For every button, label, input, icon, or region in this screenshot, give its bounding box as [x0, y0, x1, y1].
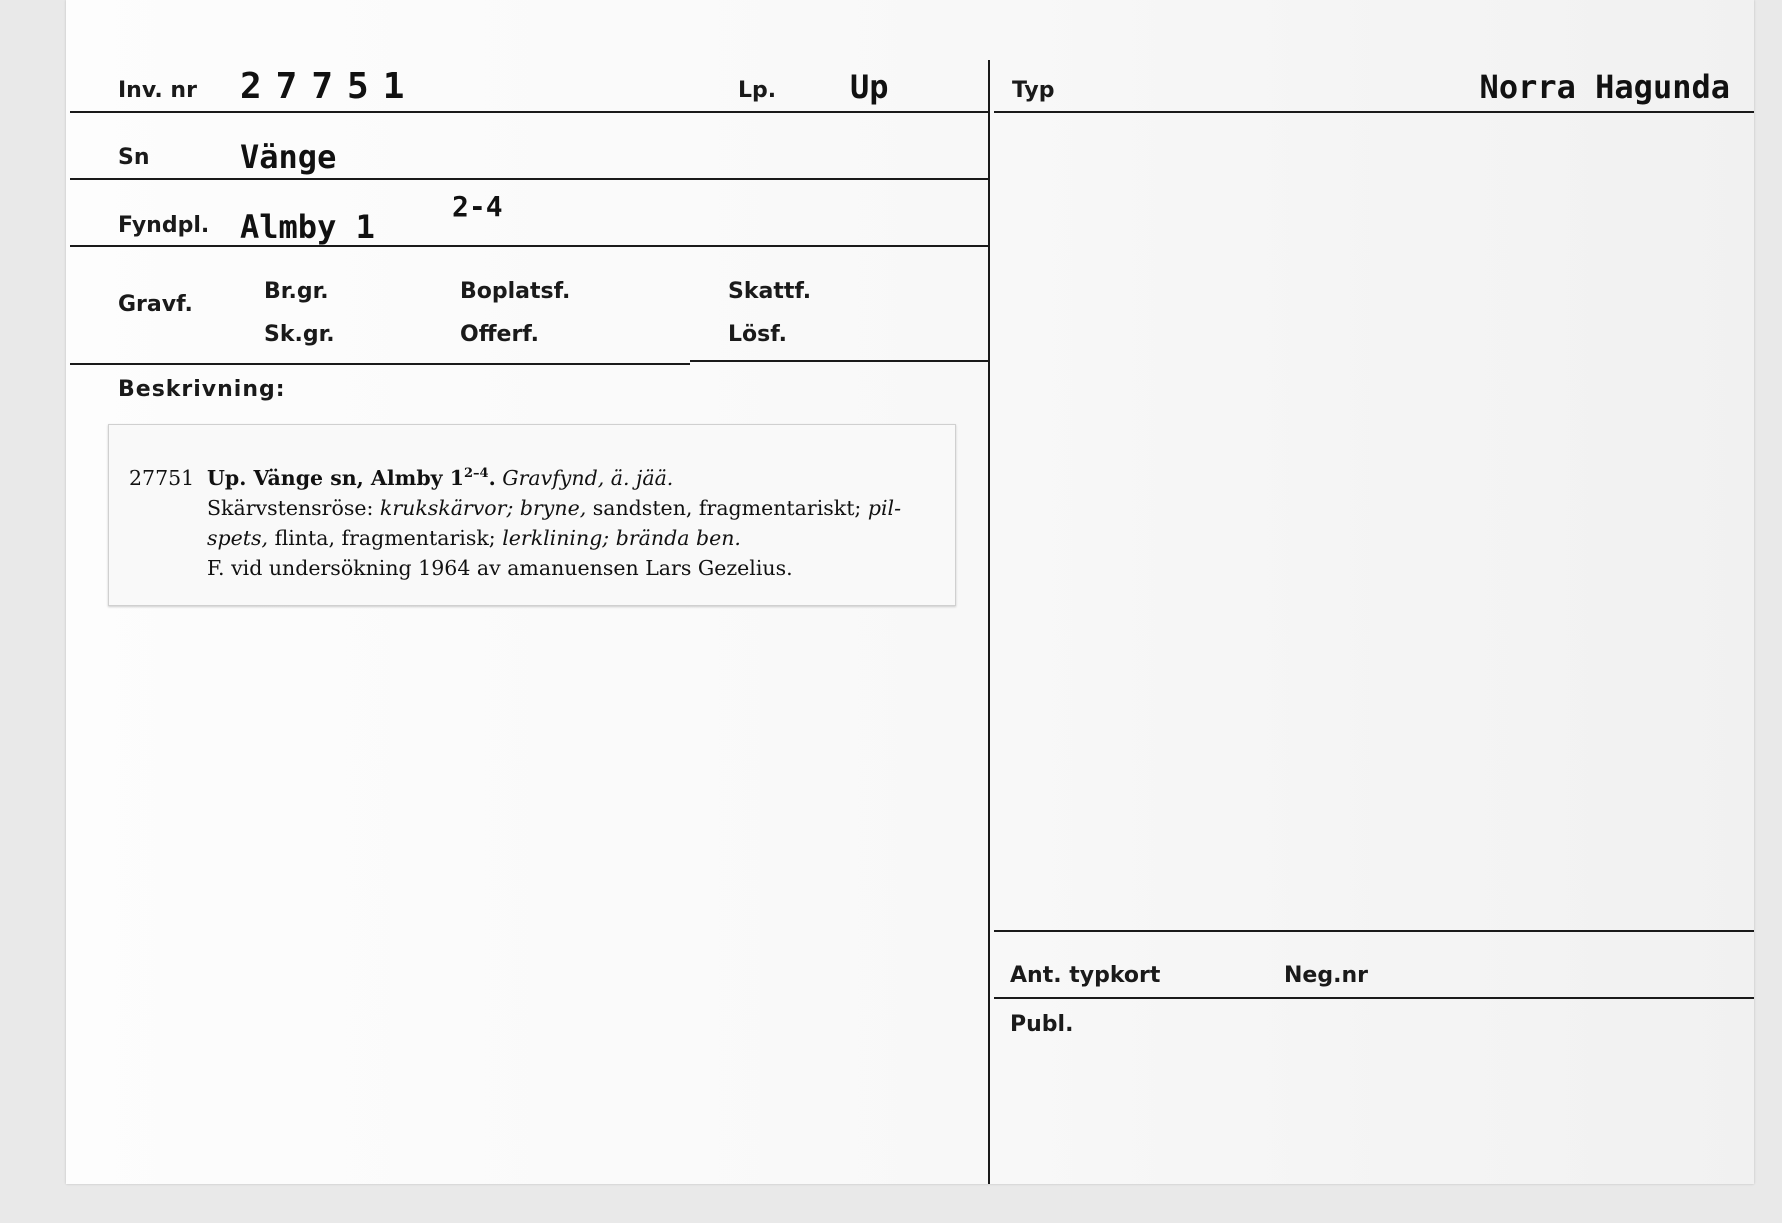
skattf-label: Skattf.	[728, 279, 812, 304]
slip-line-3c: lerklining; brända ben.	[502, 526, 741, 550]
sn-value: Vänge	[240, 138, 337, 176]
sn-label: Sn	[118, 145, 150, 170]
slip-line-1	[207, 463, 947, 493]
lp-value: Up	[850, 68, 889, 106]
slip-heading-sup: 2–4	[463, 466, 489, 482]
slip-heading: Up. Vänge sn, Almby 1	[207, 466, 464, 490]
ant-typkort-label: Ant. typkort	[1010, 963, 1161, 988]
column-divider	[988, 60, 990, 1184]
slip-line-2a: Skärvstensröse:	[207, 496, 380, 520]
brgr-label: Br.gr.	[264, 279, 329, 304]
rule-sn	[70, 178, 988, 180]
gravf-label: Gravf.	[118, 292, 193, 317]
slip-body	[207, 463, 947, 583]
rule-ant-typkort	[994, 930, 1754, 932]
typ-label: Typ	[1012, 78, 1055, 103]
slip-line-4: F. vid undersökning 1964 av amanuensen Lars Gezelius.	[207, 556, 793, 580]
skgr-label: Sk.gr.	[264, 322, 335, 347]
slip-heading-end: .	[488, 466, 496, 490]
neg-nr-label: Neg.nr	[1284, 963, 1368, 988]
offerf-label: Offerf.	[460, 322, 540, 347]
publ-label: Publ.	[1010, 1012, 1074, 1037]
rule-gravf-right	[690, 360, 990, 362]
slip-number: 27751	[129, 466, 195, 490]
slip-line-2b: krukskärvor; bryne,	[379, 496, 587, 520]
slip-line-2c: sandsten, fragmentariskt;	[586, 496, 868, 520]
slip-line-3b: flinta, fragmentarisk;	[268, 526, 503, 550]
rule-fyndpl	[70, 245, 988, 247]
losf-label: Lösf.	[728, 322, 787, 347]
slip-line-2	[207, 493, 947, 523]
rule-gravf-left	[70, 363, 690, 365]
rule-inv	[70, 111, 988, 113]
beskrivning-label: Beskrivning:	[118, 377, 286, 402]
rule-publ	[994, 997, 1754, 999]
boplatsf-label: Boplatsf.	[460, 279, 571, 304]
inv-nr-value: 27751	[240, 66, 419, 107]
slip-heading-rest: Gravfynd, ä. jää.	[502, 466, 674, 490]
slip-line-3a: spets,	[207, 526, 269, 550]
fyndpl-value: Almby 1	[240, 208, 375, 246]
inv-nr-label: Inv. nr	[118, 78, 197, 103]
fyndpl-label: Fyndpl.	[118, 213, 210, 238]
slip-line-2d: pil-	[867, 496, 902, 520]
fyndpl-superscript: 2-4	[452, 190, 503, 223]
lp-label: Lp.	[738, 78, 777, 103]
typ-value: Norra Hagunda	[1479, 68, 1730, 106]
description-slip	[108, 424, 956, 606]
slip-line-3	[207, 523, 947, 553]
rule-typ	[994, 111, 1754, 113]
